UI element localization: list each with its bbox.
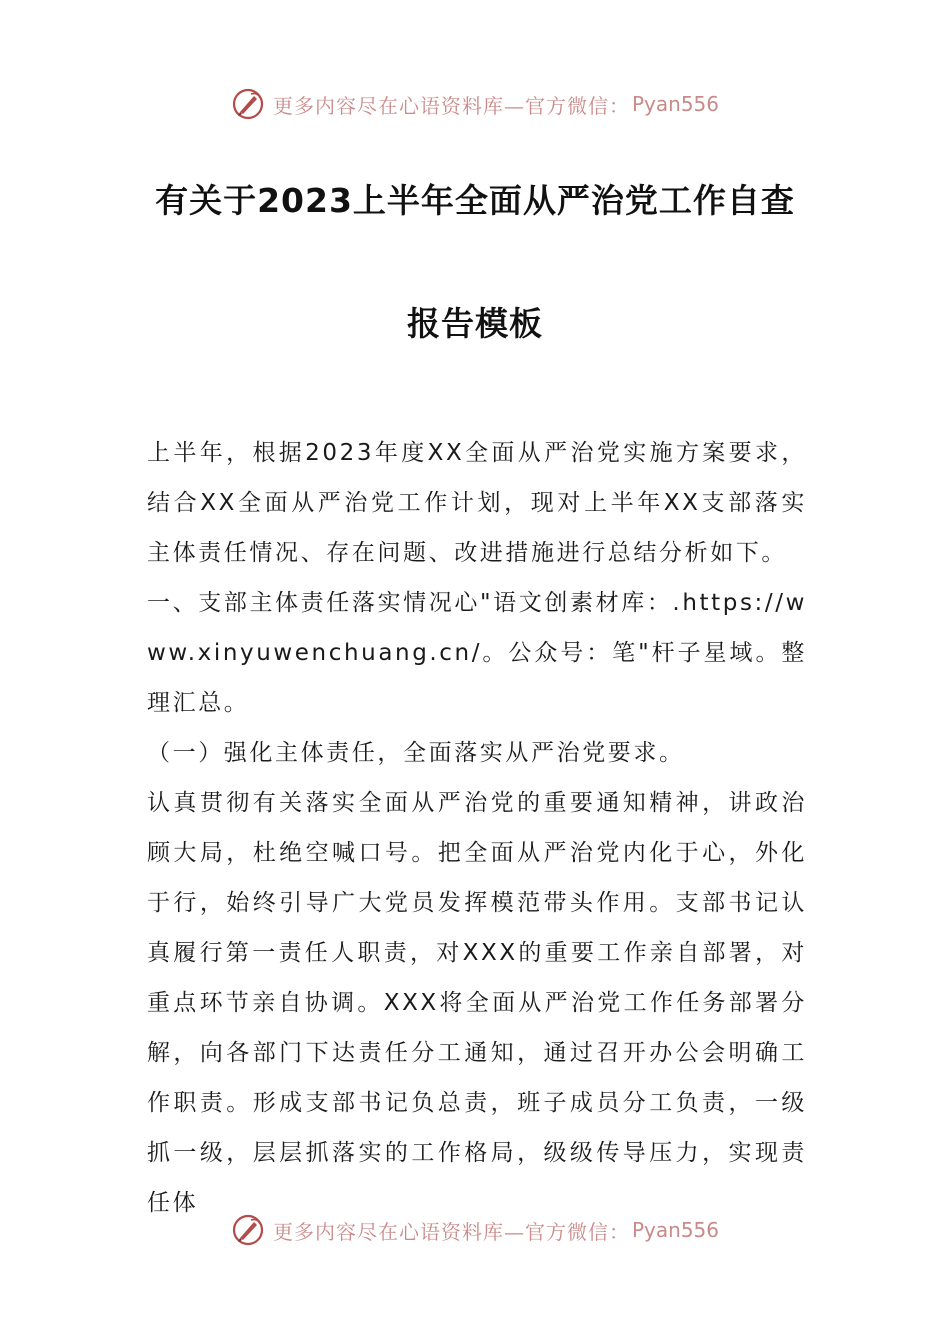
body-paragraph: 一、支部主体责任落实情况心"语文创素材库：.https://www.xinyuwenchuang.cn/。公众号：笔"杆子星域。整理汇总。: [147, 590, 807, 716]
pen-logo-icon: [231, 87, 265, 121]
banner-text: 更多内容尽在心语资料库—官方微信：: [272, 93, 630, 118]
document-title-line1: 有关于2023上半年全面从严治党工作自查: [155, 181, 795, 220]
body-paragraph: （一）强化主体责任，全面落实从严治党要求。: [147, 740, 685, 766]
document-title-line2: 报告模板: [407, 304, 543, 343]
banner-wechat-id: Pyan556: [631, 92, 719, 116]
body-paragraph: 上半年，根据2023年度XX全面从严治党实施方案要求，结合XX全面从严治党工作计划，现对上半年XX支部落实主体责任情况、存在问题、改进措施进行总结分析如下。: [147, 440, 807, 566]
banner-wechat-id: Pyan556: [631, 1218, 719, 1242]
body-paragraph: 认真贯彻有关落实全面从严治党的重要通知精神，讲政治顾大局，杜绝空喊口号。把全面从严治党内化于心，外化于行，始终引导广大党员发挥模范带头作用。支部书记认真履行第一责任人职责，对XXX的重要工作亲自部署，对重点环节亲自协调。XXX将全面从严治党工作任务部署分解，向各部门下达责任分工通知，通过召开办公会明确工作职责。形成支部书记负总责，班子成员分工负责，一级抓一级，层层抓落实的工作格局，级级传导压力，实现责任体: [147, 790, 807, 1216]
banner-text: 更多内容尽在心语资料库—官方微信：: [272, 1219, 630, 1244]
header-watermark-banner: [0, 84, 950, 124]
document-body: [147, 428, 807, 1228]
footer-watermark-banner: [0, 1210, 950, 1250]
pen-logo-icon: [231, 1213, 265, 1247]
